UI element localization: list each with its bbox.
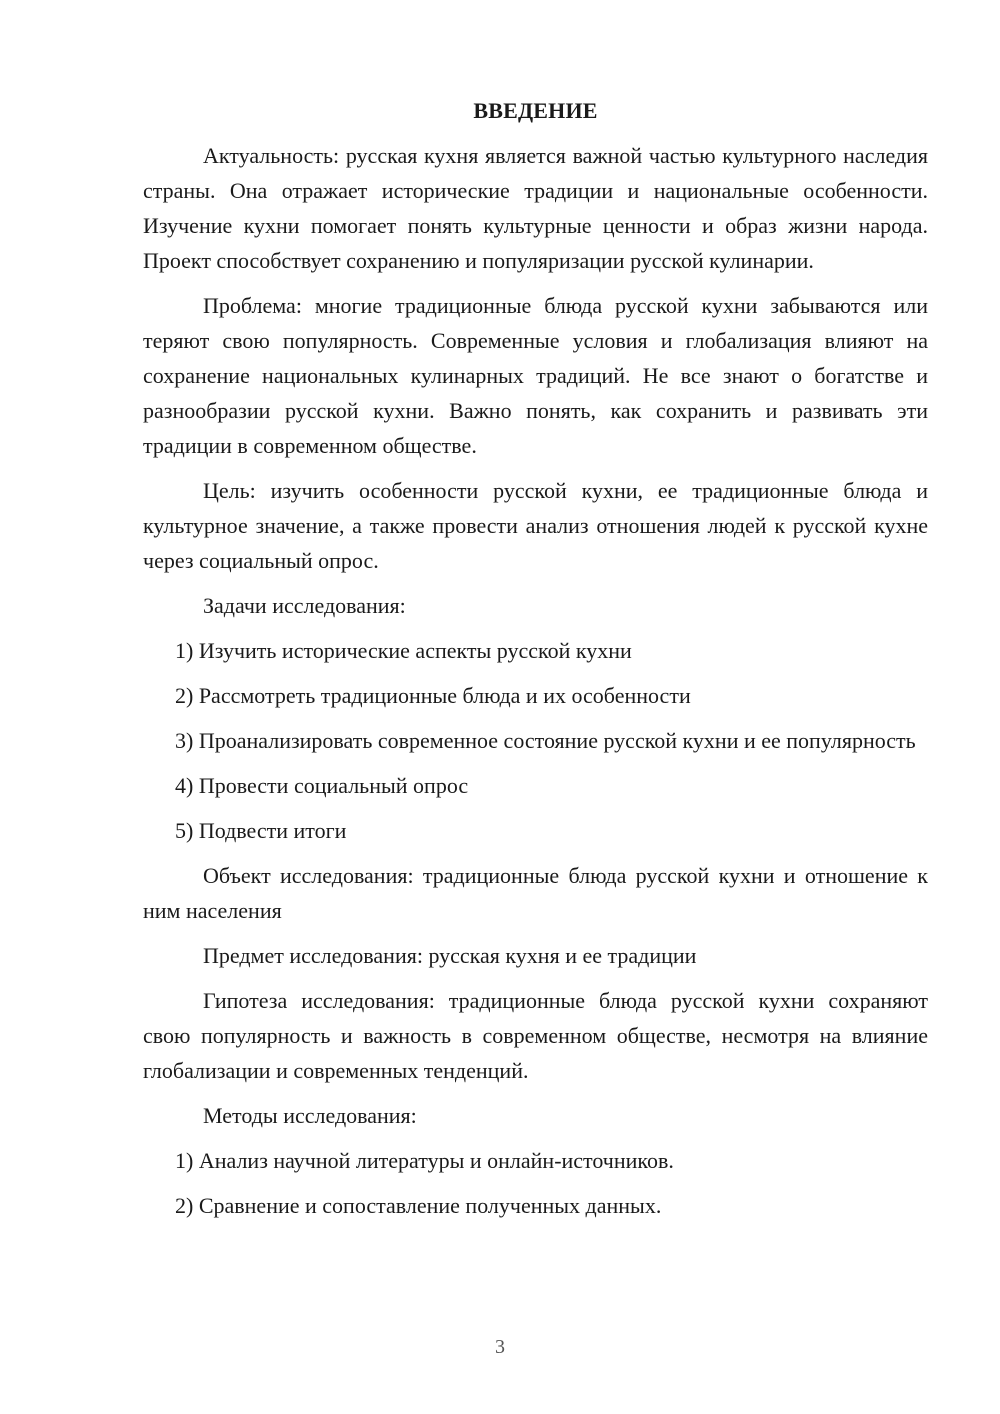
document-page [143,97,928,1233]
page-title: ВВЕДЕНИЕ [473,98,598,123]
tasks-heading: Задачи исследования: [203,593,406,618]
method-item: 2) Сравнение и сопоставление полученных данных. [175,1193,662,1218]
relevance-paragraph: Актуальность: русская кухня является важной частью культурного наследия страны. Она отражает исторические традиции и национальные особенности. Изучение кухни помогает понять культурные ценности и образ жизни народа. Проект способствует сохранению и популяризации русской кулинарии. [143,143,928,273]
subject-paragraph: Предмет исследования: русская кухня и ее традиции [203,943,697,968]
hypothesis-paragraph: Гипотеза исследования: традиционные блюда русской кухни сохраняют свою популярность и важность в современном обществе, несмотря на влияние глобализации и современных тенденций. [143,988,928,1083]
task-item: 5) Подвести итоги [175,818,347,843]
task-item: 2) Рассмотреть традиционные блюда и их особенности [175,683,691,708]
methods-heading: Методы исследования: [203,1103,417,1128]
task-item: 1) Изучить исторические аспекты русской кухни [175,638,632,663]
method-item: 1) Анализ научной литературы и онлайн-источников. [175,1148,674,1173]
problem-paragraph: Проблема: многие традиционные блюда русской кухни забываются или теряют свою популярность. Современные условия и глобализация влияют на сохранение национальных кулинарных традиций. Не все знают о богатстве и разнообразии русской кухни. Важно понять, как сохранить и развивать эти традиции в современном обществе. [143,293,928,458]
task-item: 4) Провести социальный опрос [175,773,469,798]
task-item: 3) Проанализировать современное состояние русской кухни и ее популярность [175,728,916,753]
object-paragraph: Объект исследования: традиционные блюда русской кухни и отношение к ним населения [143,863,928,923]
goal-paragraph: Цель: изучить особенности русской кухни, ее традиционные блюда и культурное значение, а также провести анализ отношения людей к русской кухне через социальный опрос. [143,478,928,573]
page-number: 3 [495,1336,505,1358]
